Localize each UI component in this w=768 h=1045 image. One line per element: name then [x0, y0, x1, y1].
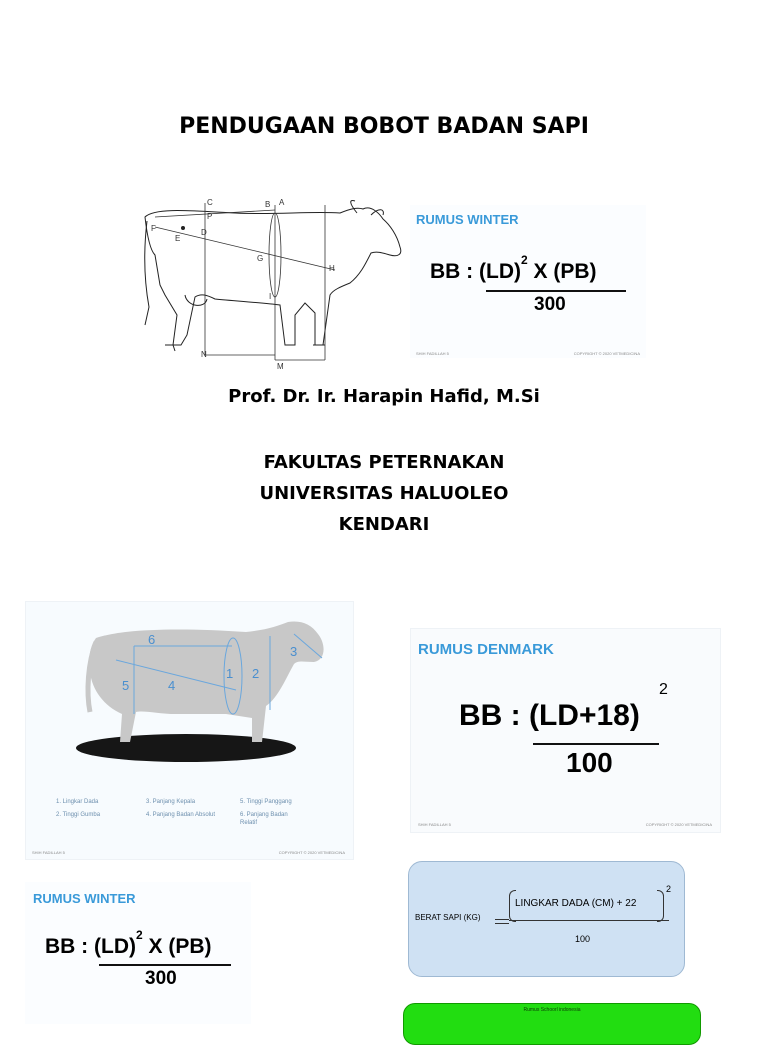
measure-number: 6: [148, 632, 156, 647]
measure-number: 2: [252, 666, 260, 681]
formula-exponent: 2: [520, 253, 528, 267]
fraction-bar: [486, 290, 626, 292]
formula-suffix: X (PB): [142, 935, 212, 958]
measure-number: 5: [122, 678, 130, 693]
slide-footer-right: COPYRIGHT © 2020 VETMEDICINA: [278, 850, 345, 855]
formula-exponent: 2: [135, 928, 143, 942]
slide-footer-right: COPYRIGHT © 2020 VETMEDICINA: [573, 351, 640, 356]
formula-denominator: 100: [566, 747, 613, 778]
institution-line-3: KENDARI: [338, 514, 430, 535]
formula-bracket-right: [657, 890, 664, 922]
slide-footer-left: SHIH FADILLAH 5: [32, 850, 65, 855]
rumus-denmark-slide: [410, 628, 721, 833]
slide-heading: RUMUS WINTER: [416, 212, 519, 227]
berat-sapi-formula-box: [408, 861, 685, 977]
formula-suffix: X (PB): [527, 260, 597, 283]
formula-numerator: [430, 253, 597, 284]
legend-item: 6. Panjang Badan Relatif: [240, 812, 288, 826]
rumus-winter-slide-top: [410, 205, 646, 358]
measure-number: 1: [226, 666, 234, 681]
formula-exponent: 2: [666, 884, 672, 894]
point-label: F: [151, 224, 156, 233]
institution-line-1: FAKULTAS PETERNAKAN: [263, 452, 505, 473]
point-label: P: [207, 212, 213, 221]
formula-label: BERAT SAPI (KG): [415, 913, 481, 922]
formula-exponent: 2: [659, 681, 668, 698]
point-label: H: [329, 264, 335, 273]
cow-measurement-diagram: [135, 195, 410, 373]
legend-item: 3. Panjang Kepala: [146, 799, 196, 805]
point-label: E: [175, 234, 181, 243]
legend-item: 4. Panjang Badan Absolut: [146, 812, 216, 818]
fraction-bar: [99, 964, 231, 966]
institution-line-2: UNIVERSITAS HALUOLEO: [259, 483, 509, 504]
grey-cow-diagram-slide: [25, 601, 354, 860]
formula-numerator: LINGKAR DADA (CM) + 22: [515, 898, 637, 909]
legend-item: 5. Tinggi Panggang: [240, 799, 292, 805]
point-label: G: [257, 254, 264, 263]
measure-number: 4: [168, 678, 176, 693]
slide-footer-right: COPYRIGHT © 2020 VETMEDICINA: [645, 822, 712, 827]
point-label: B: [265, 200, 271, 209]
formula-denominator: 300: [145, 968, 177, 989]
point-label: M: [277, 362, 284, 371]
point-label: I: [269, 292, 272, 301]
label-connector: [495, 919, 509, 924]
fraction-bar: [533, 743, 659, 745]
green-box-caption: Rumus Schoorl indonesia: [523, 1007, 581, 1013]
slide-heading: RUMUS DENMARK: [418, 641, 554, 658]
green-formula-box: [403, 1003, 701, 1045]
slide-heading: RUMUS WINTER: [33, 891, 136, 906]
formula-prefix: BB : (LD): [45, 935, 136, 958]
measure-number: 3: [290, 644, 298, 659]
legend-item: 1. Lingkar Dada: [56, 799, 99, 805]
grey-cow-drawing: [26, 602, 353, 792]
formula-denominator: 100: [575, 934, 591, 944]
legend-item: 2. Tinggi Gumba: [56, 812, 101, 818]
formula-numerator: BB : (LD+18): [459, 699, 640, 732]
point-label: D: [201, 228, 207, 237]
cow-outline-drawing: [135, 195, 410, 373]
point-label: C: [207, 198, 213, 207]
fraction-bar: [509, 920, 669, 921]
slide-footer-left: SHIH FADILLAH 5: [418, 822, 451, 827]
rumus-winter-slide-bottom: [25, 882, 251, 1024]
formula-prefix: BB : (LD): [430, 260, 521, 283]
author-name: Prof. Dr. Ir. Harapin Hafid, M.Si: [228, 386, 540, 407]
formula-denominator: 300: [534, 294, 566, 315]
page-title: PENDUGAAN BOBOT BADAN SAPI: [179, 114, 589, 139]
slide-footer-left: SHIH FADILLAH 5: [416, 351, 449, 356]
formula-numerator: [45, 928, 212, 959]
point-label: N: [201, 350, 207, 359]
point-label: A: [279, 198, 285, 207]
